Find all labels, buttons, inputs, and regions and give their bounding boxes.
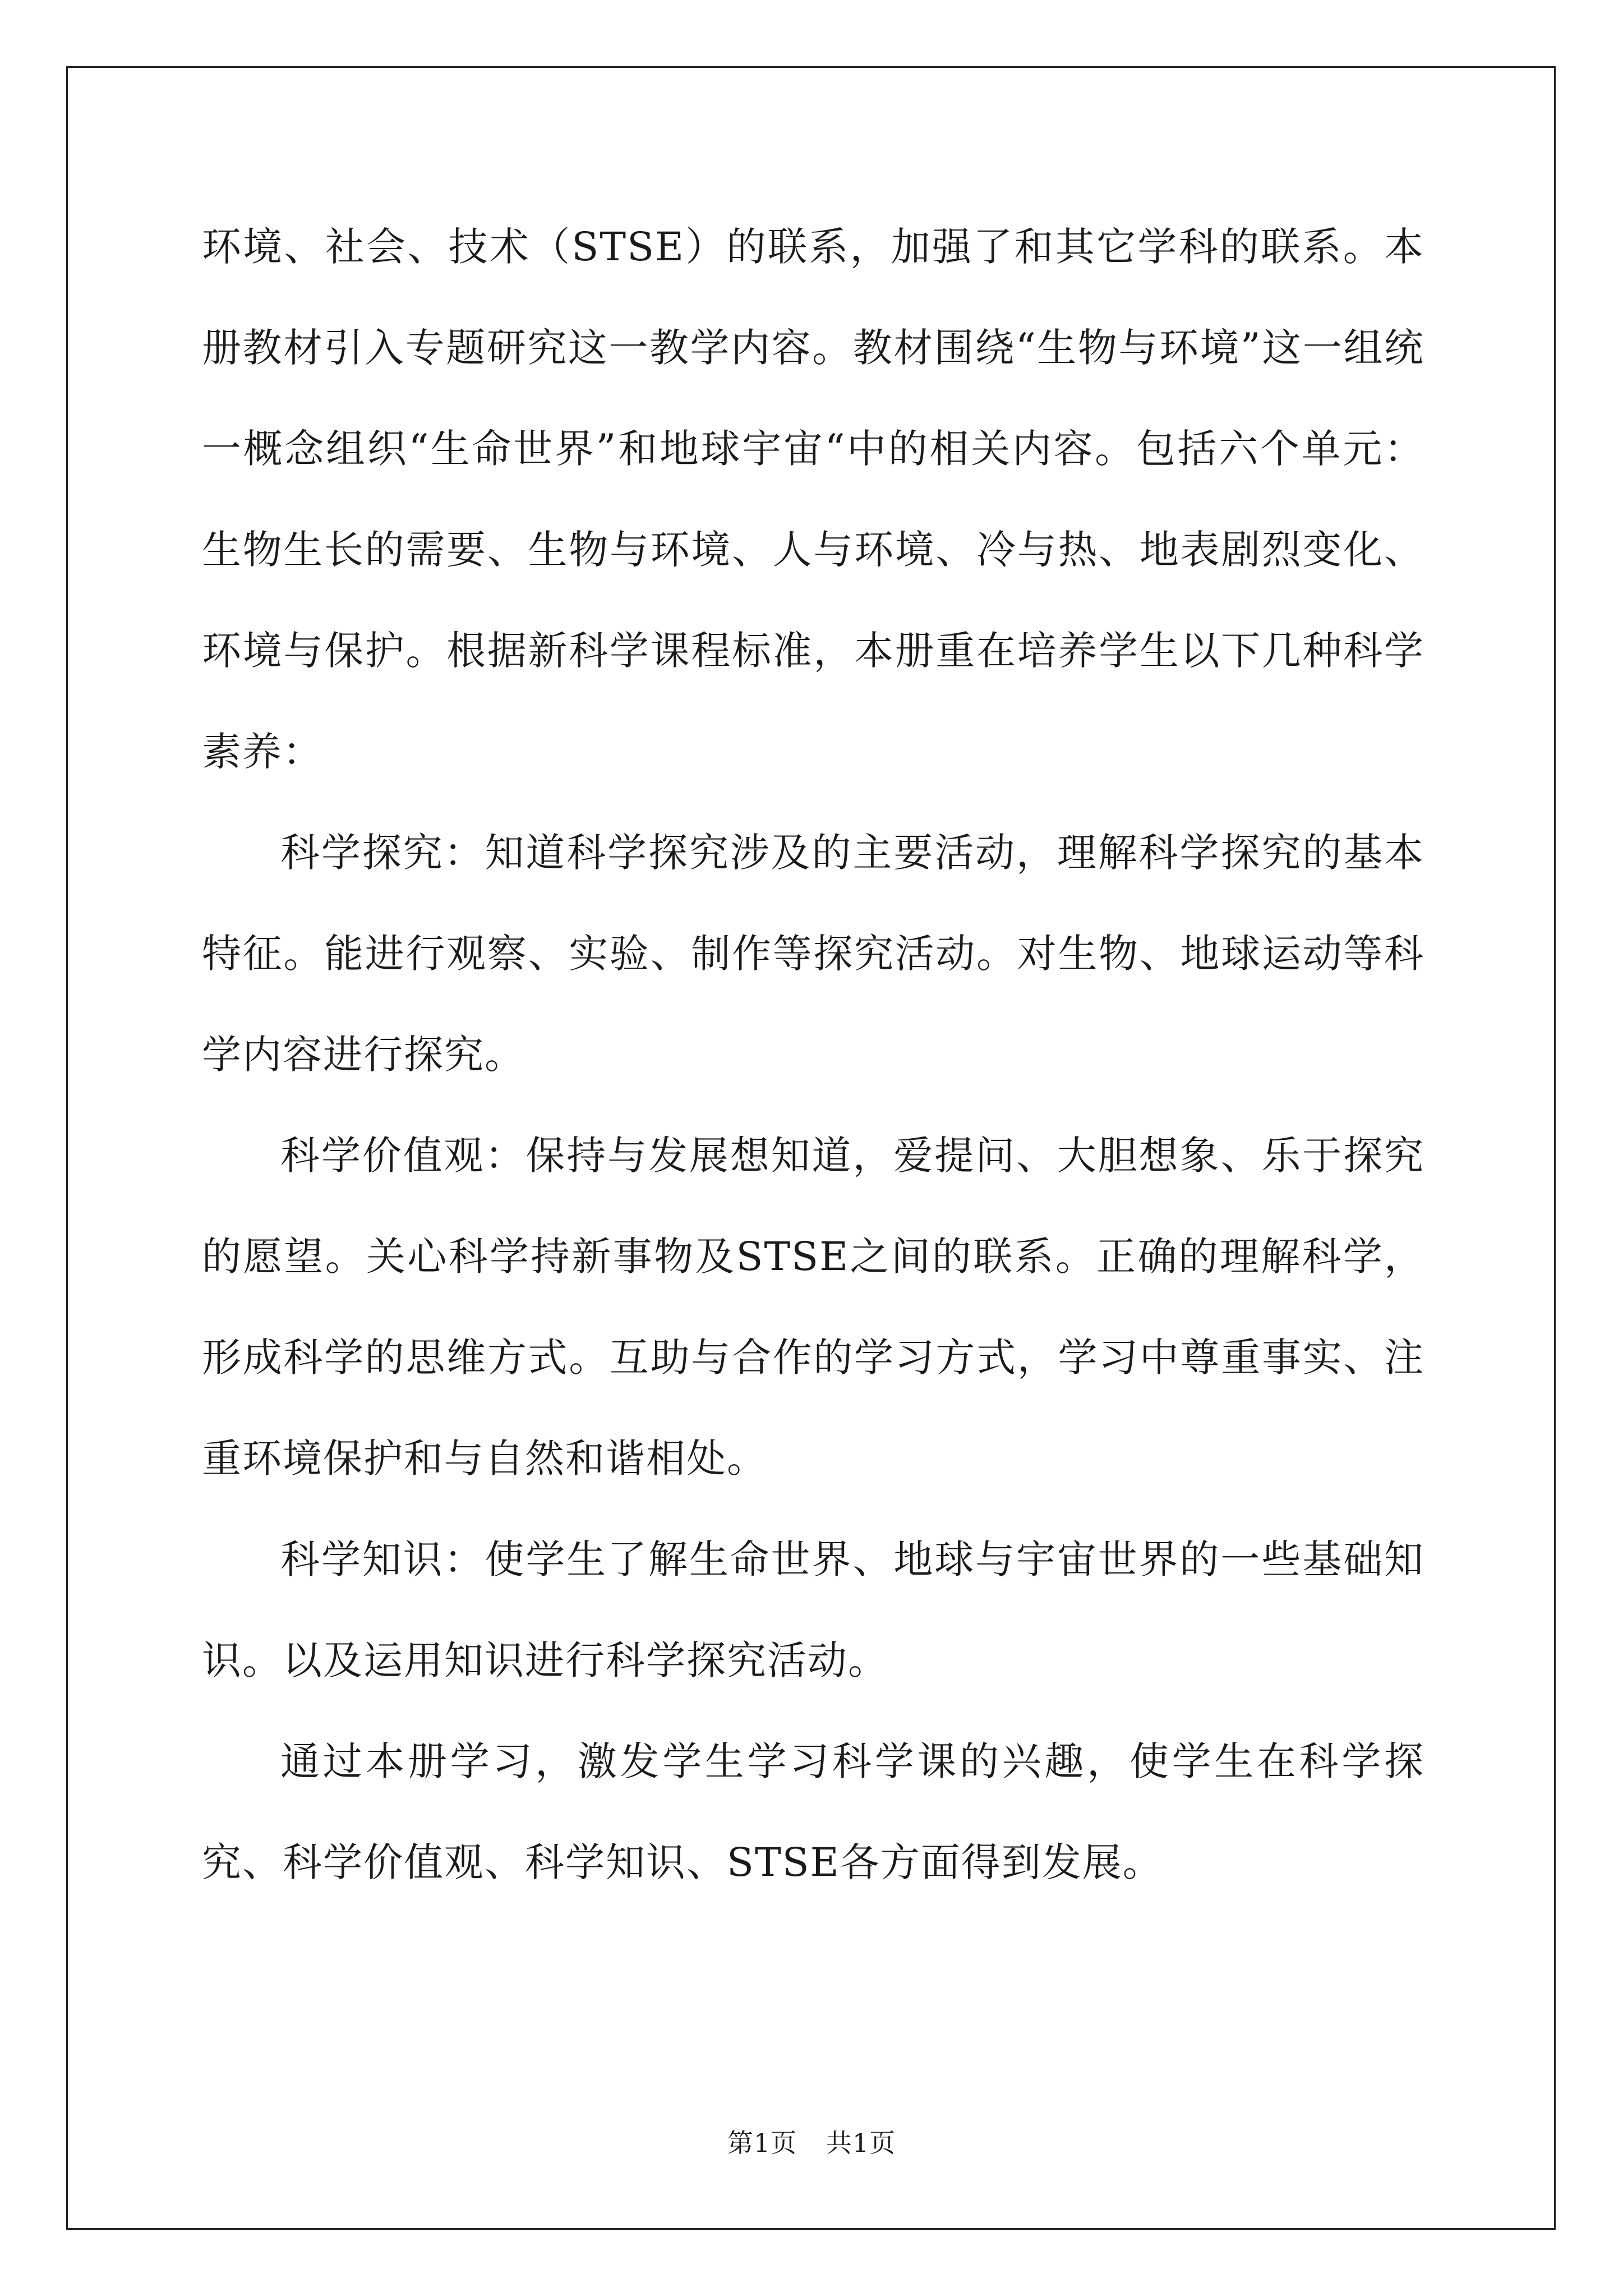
page-number-total: 共1页 [826,2128,896,2158]
document-body [202,196,1424,1913]
page-footer [0,2126,1623,2160]
paragraph-5: 通过本册学习，激发学生学习科学课的兴趣，使学生在科学探究、科学价值观、科学知识、STSE各方面得到发展。 [202,1738,1424,1885]
paragraph-2: 科学探究：知道科学探究涉及的主要活动，理解科学探究的基本特征。能进行观察、实验、制作等探究活动。对生物、地球运动等科学内容进行探究。 [202,830,1424,1078]
paragraph-4: 科学知识：使学生了解生命世界、地球与宇宙世界的一些基础知识。以及运用知识进行科学探究活动。 [202,1536,1424,1683]
paragraph-3: 科学价值观：保持与发展想知道，爱提问、大胆想象、乐于探究的愿望。关心科学持新事物及STSE之间的联系。正确的理解科学，形成科学的思维方式。互助与合作的学习方式，学习中尊重事实、注重环境保护和与自然和谐相处。 [202,1133,1424,1481]
paragraph-1: 环境、社会、技术（STSE）的联系，加强了和其它学科的联系。本册教材引入专题研究这一教学内容。教材围绕“生物与环境”这一组统一概念组织“生命世界”和地球宇宙“中的相关内容。包括六个单元：生物生长的需要、生物与环境、人与环境、冷与热、地表剧烈变化、环境与保护。根据新科学课程标准，本册重在培养学生以下几种科学素养： [202,224,1424,775]
page-number-current: 第1页 [727,2128,797,2158]
